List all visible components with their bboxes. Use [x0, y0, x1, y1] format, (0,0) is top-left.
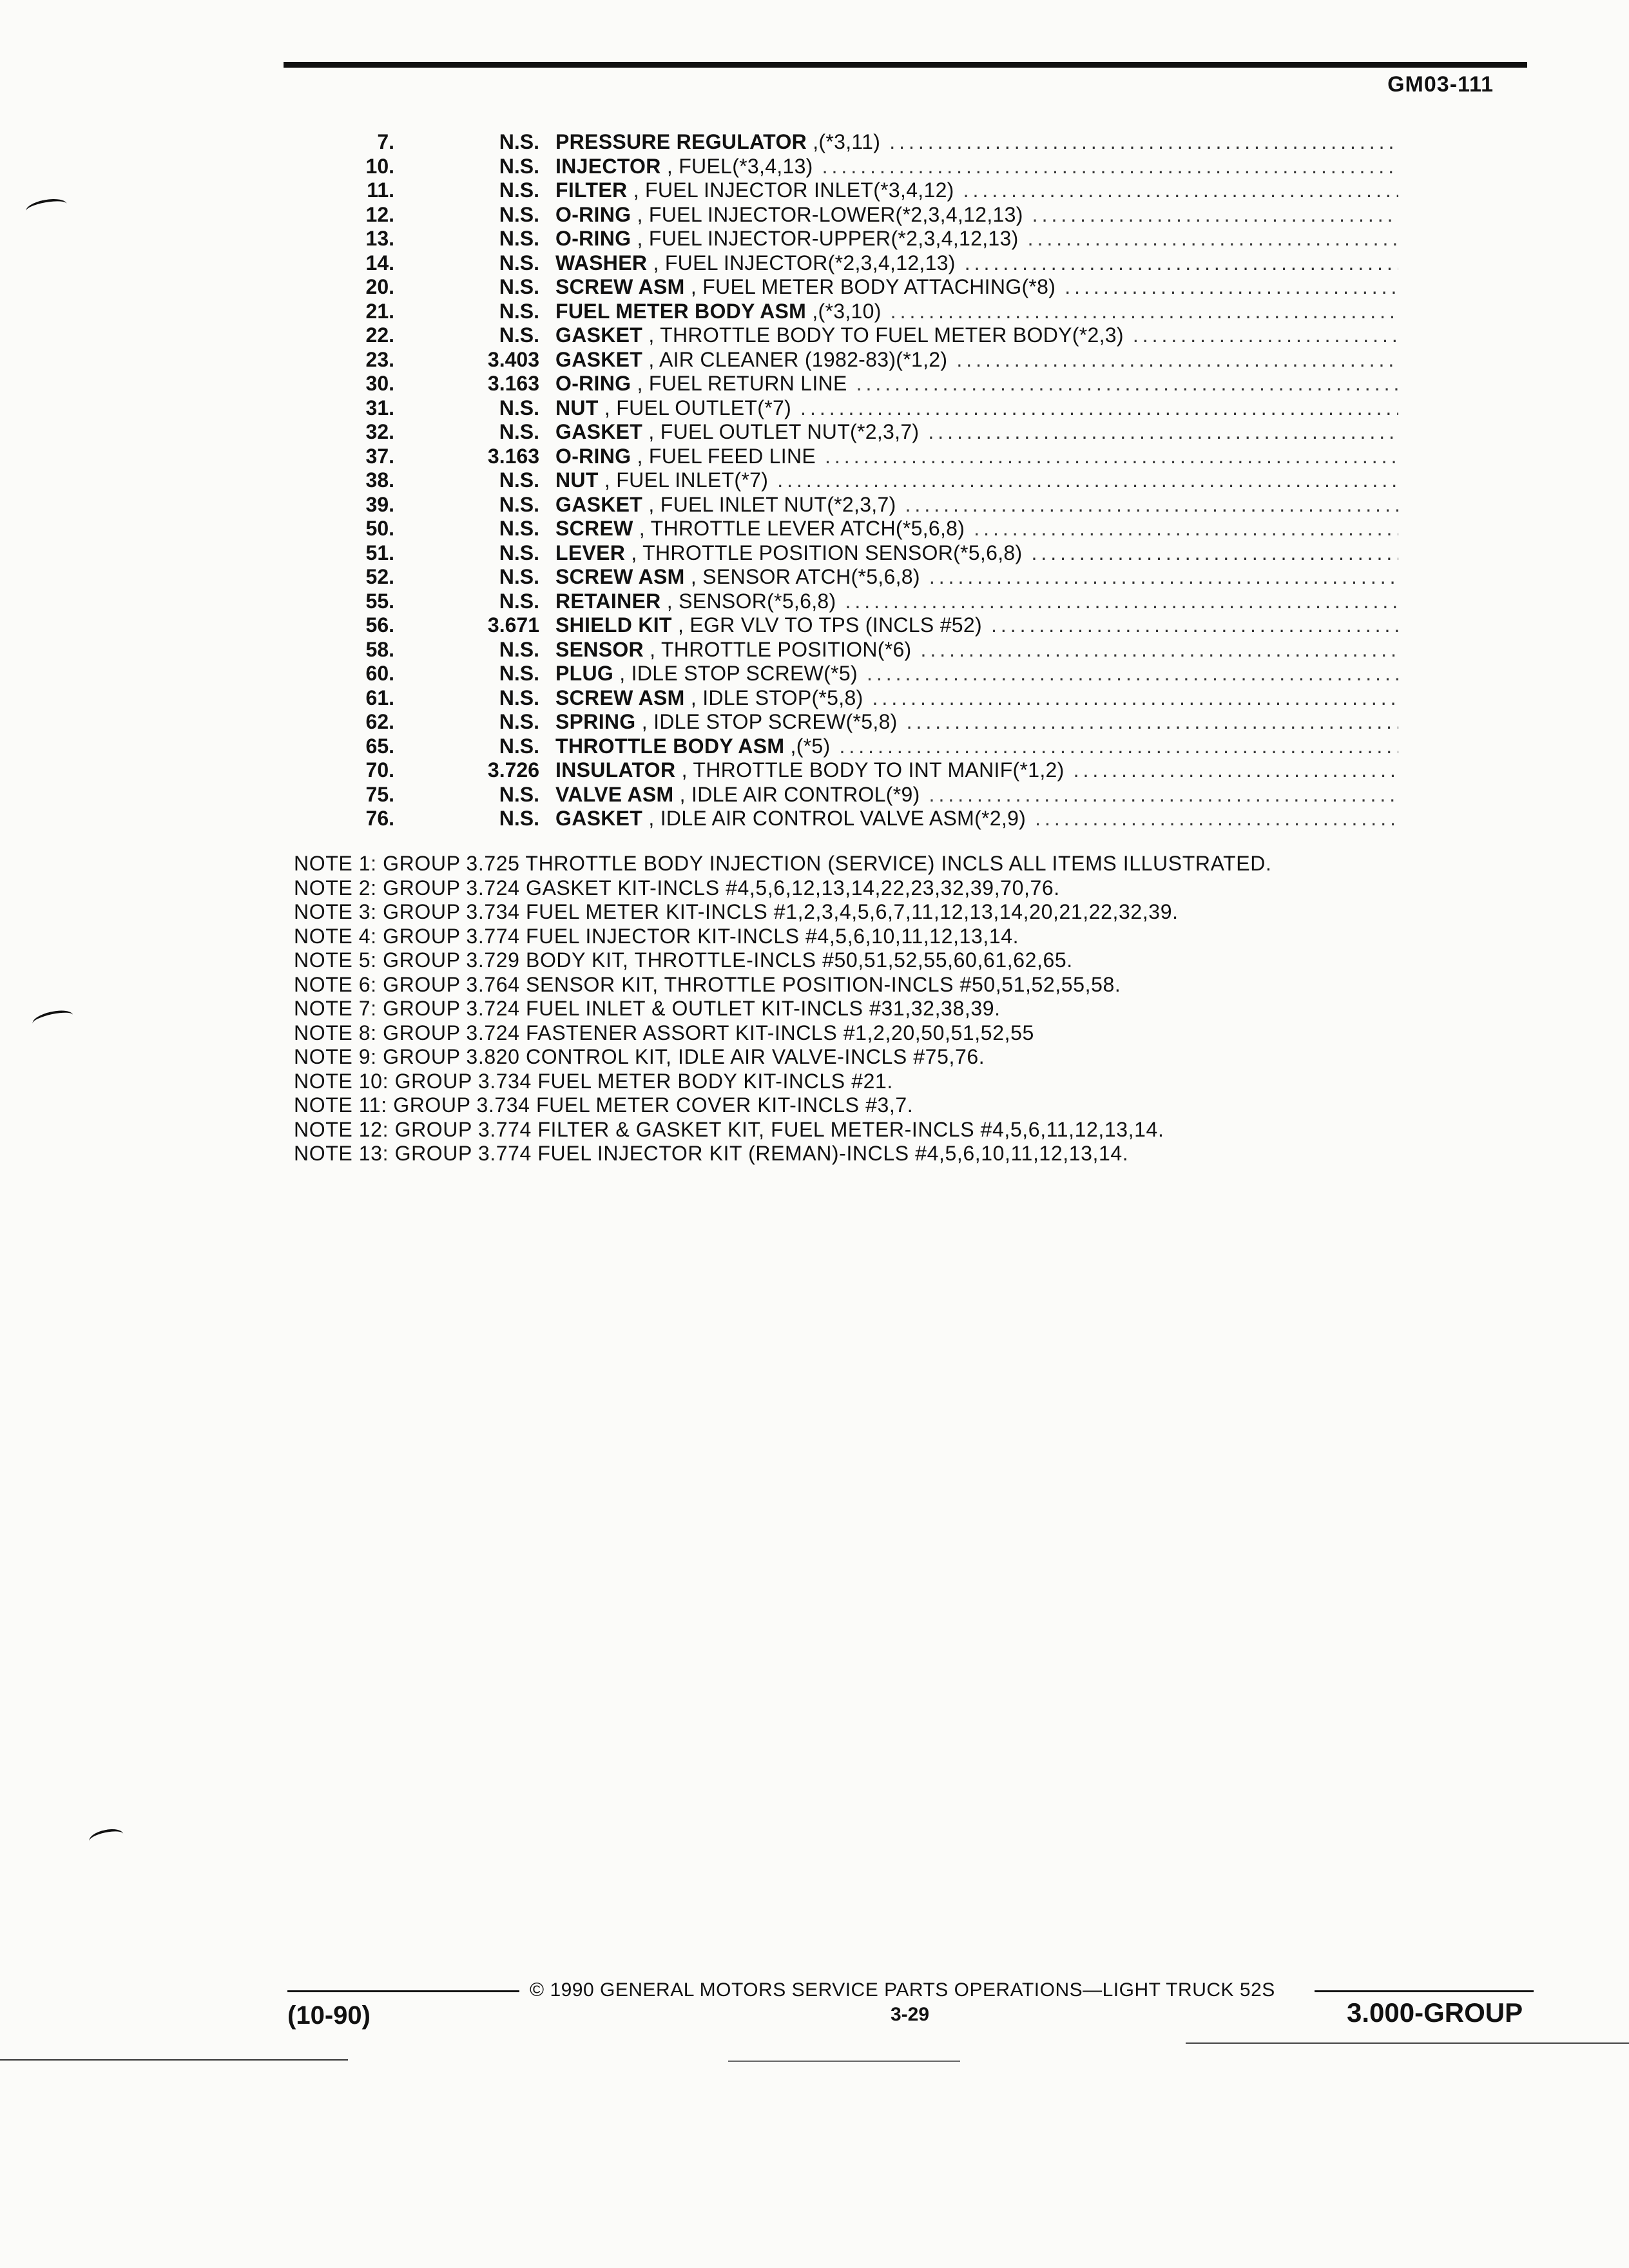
part-ref: 11.: [367, 178, 394, 202]
dot-leader: [1074, 758, 1398, 783]
note-text: GROUP 3.729 BODY KIT, THROTTLE-INCLS #50,51,52,55,60,61,62,65.: [383, 948, 1073, 972]
part-number: N.S.: [499, 492, 539, 516]
part-description: [555, 251, 956, 276]
note-row: [294, 925, 1518, 949]
part-name: FUEL METER BODY ASM: [555, 299, 807, 323]
note-row: [294, 900, 1518, 925]
part-detail: , SENSOR ATCH(*5,6,8): [684, 565, 920, 588]
part-row: [322, 517, 1398, 541]
part-row: [322, 613, 1398, 638]
part-number: N.S.: [499, 251, 539, 274]
part-ref: 58.: [365, 637, 394, 661]
part-name: PLUG: [555, 662, 614, 685]
part-name: RETAINER: [555, 589, 661, 613]
part-detail: , FUEL OUTLET NUT(*2,3,7): [642, 420, 920, 443]
part-row: [322, 807, 1398, 831]
part-description: [555, 445, 816, 469]
part-name: SCREW ASM: [555, 686, 685, 709]
part-description: [555, 300, 882, 324]
note-label: NOTE 4:: [294, 924, 377, 948]
footer-copyright: © 1990 GENERAL MOTORS SERVICE PARTS OPERATIONS—LIGHT TRUCK 52S: [530, 1979, 1275, 2001]
part-description: [555, 323, 1124, 348]
part-description: [555, 686, 863, 711]
part-row: [322, 445, 1398, 469]
footer-page-number: 3-29: [891, 2004, 930, 2025]
part-number: N.S.: [499, 541, 539, 564]
note-row: [294, 1093, 1518, 1118]
part-name: PRESSURE REGULATOR: [555, 130, 807, 153]
part-description: [555, 468, 768, 493]
note-label: NOTE 9:: [294, 1045, 377, 1068]
part-number: N.S.: [499, 662, 539, 685]
part-ref: 60.: [365, 662, 394, 685]
bottom-rule: [0, 2059, 348, 2061]
part-description: [555, 541, 1022, 566]
part-ref: 51.: [365, 541, 394, 564]
part-row: [322, 590, 1398, 614]
part-number: N.S.: [499, 637, 539, 661]
part-ref: 20.: [365, 275, 394, 298]
part-ref: 37.: [365, 444, 394, 468]
note-label: NOTE 2:: [294, 876, 377, 899]
part-number: N.S.: [499, 154, 539, 178]
part-ref: 30.: [365, 372, 394, 395]
dot-leader: [845, 590, 1398, 614]
part-row: [322, 420, 1398, 445]
dot-leader: [956, 348, 1398, 372]
part-detail: , IDLE STOP SCREW(*5,8): [635, 710, 898, 733]
part-row: [322, 130, 1398, 155]
part-detail: , FUEL METER BODY ATTACHING(*8): [684, 275, 1056, 298]
note-text: GROUP 3.774 FUEL INJECTOR KIT-INCLS #4,5,6,10,11,12,13,14.: [383, 924, 1019, 948]
note-label: NOTE 1:: [294, 852, 377, 875]
part-number: 3.726: [487, 758, 539, 782]
dot-leader: [867, 662, 1398, 686]
part-row: [322, 372, 1398, 396]
note-row: [294, 1070, 1518, 1094]
part-row: [322, 203, 1398, 227]
margin-mark: [31, 1008, 75, 1032]
note-text: GROUP 3.764 SENSOR KIT, THROTTLE POSITION-INCLS #50,51,52,55,58.: [383, 972, 1121, 996]
note-label: NOTE 8:: [294, 1021, 377, 1044]
dot-leader: [825, 445, 1398, 469]
part-description: [555, 203, 1023, 227]
part-name: GASKET: [555, 323, 643, 347]
part-ref: 21.: [365, 299, 394, 323]
part-detail: , FUEL RETURN LINE: [631, 372, 847, 395]
part-row: [322, 662, 1398, 686]
part-ref: 13.: [365, 227, 394, 250]
part-description: [555, 155, 813, 179]
part-ref: 10.: [365, 154, 394, 178]
part-number: N.S.: [499, 686, 539, 709]
dot-leader: [929, 783, 1398, 807]
part-name: SCREW ASM: [555, 565, 685, 588]
part-row: [322, 348, 1398, 372]
dot-leader: [905, 493, 1398, 517]
part-ref: 39.: [365, 492, 394, 516]
part-name: NUT: [555, 396, 599, 419]
part-number: N.S.: [499, 710, 539, 733]
part-number: N.S.: [499, 396, 539, 419]
part-ref: 55.: [365, 589, 394, 613]
part-row: [322, 178, 1398, 203]
part-row: [322, 155, 1398, 179]
part-ref: 12.: [365, 202, 394, 226]
part-ref: 56.: [365, 613, 394, 637]
part-name: SPRING: [555, 710, 636, 733]
note-row: [294, 973, 1518, 997]
part-ref: 14.: [365, 251, 394, 274]
part-number: N.S.: [499, 178, 539, 202]
part-number: N.S.: [499, 202, 539, 226]
part-detail: , THROTTLE LEVER ATCH(*5,6,8): [633, 517, 965, 540]
part-description: [555, 783, 920, 807]
note-label: NOTE 6:: [294, 972, 377, 996]
part-detail: , FUEL INLET NUT(*2,3,7): [642, 492, 896, 516]
part-name: WASHER: [555, 251, 648, 274]
dot-leader: [963, 178, 1398, 203]
part-detail: , FUEL(*3,4,13): [660, 154, 813, 178]
note-row: [294, 1021, 1518, 1046]
bottom-rule: [1186, 2042, 1629, 2044]
note-row: [294, 1142, 1518, 1166]
note-label: NOTE 13:: [294, 1142, 389, 1165]
dot-leader: [974, 517, 1398, 541]
note-label: NOTE 11:: [294, 1093, 387, 1117]
part-ref: 50.: [365, 517, 394, 540]
part-detail: , THROTTLE BODY TO INT MANIF(*1,2): [675, 758, 1065, 782]
part-row: [322, 227, 1398, 251]
part-row: [322, 275, 1398, 300]
note-text: GROUP 3.734 FUEL METER BODY KIT-INCLS #21.: [394, 1069, 893, 1093]
dot-leader: [856, 372, 1398, 396]
part-detail: , THROTTLE POSITION SENSOR(*5,6,8): [625, 541, 1023, 564]
part-description: [555, 590, 836, 614]
part-detail: , FUEL INJECTOR(*2,3,4,12,13): [647, 251, 956, 274]
note-row: [294, 1045, 1518, 1070]
part-detail: , IDLE STOP(*5,8): [684, 686, 863, 709]
part-description: [555, 372, 847, 396]
part-description: [555, 662, 858, 686]
note-text: GROUP 3.734 FUEL METER KIT-INCLS #1,2,3,4,5,6,7,11,12,13,14,20,21,22,32,39.: [383, 900, 1179, 923]
part-row: [322, 565, 1398, 590]
note-row: [294, 948, 1518, 973]
note-text: GROUP 3.725 THROTTLE BODY INJECTION (SERVICE) INCLS ALL ITEMS ILLUSTRATED.: [383, 852, 1272, 875]
part-row: [322, 638, 1398, 662]
part-name: O-RING: [555, 444, 631, 468]
part-name: THROTTLE BODY ASM: [555, 734, 785, 758]
part-number: 3.163: [487, 372, 539, 395]
part-number: N.S.: [499, 734, 539, 758]
part-description: [555, 348, 947, 372]
part-description: [555, 420, 919, 445]
part-row: [322, 396, 1398, 421]
part-detail: ,(*5): [784, 734, 831, 758]
part-name: VALVE ASM: [555, 782, 674, 806]
part-detail: , EGR VLV TO TPS (INCLS #52): [671, 613, 982, 637]
part-detail: , THROTTLE BODY TO FUEL METER BODY(*2,3): [642, 323, 1124, 347]
part-number: N.S.: [499, 323, 539, 347]
part-name: GASKET: [555, 420, 643, 443]
note-row: [294, 997, 1518, 1021]
part-detail: , IDLE AIR CONTROL(*9): [673, 782, 920, 806]
part-row: [322, 300, 1398, 324]
part-row: [322, 783, 1398, 807]
top-rule: [284, 62, 1527, 68]
part-name: FILTER: [555, 178, 628, 202]
part-ref: 61.: [365, 686, 394, 709]
part-row: [322, 710, 1398, 735]
footer-group: 3.000-GROUP: [1347, 1997, 1523, 2028]
part-detail: , THROTTLE POSITION(*6): [643, 637, 912, 661]
part-name: O-RING: [555, 372, 631, 395]
part-description: [555, 735, 830, 759]
part-row: [322, 686, 1398, 711]
part-ref: 7.: [377, 130, 394, 153]
part-ref: 52.: [365, 565, 394, 588]
part-description: [555, 613, 982, 638]
note-label: NOTE 5:: [294, 948, 377, 972]
dot-leader: [800, 396, 1398, 421]
note-text: GROUP 3.724 FUEL INLET & OUTLET KIT-INCLS #31,32,38,39.: [383, 997, 1001, 1020]
part-description: [555, 565, 920, 590]
part-row: [322, 735, 1398, 759]
dot-leader: [872, 686, 1398, 711]
part-number: N.S.: [499, 468, 539, 492]
dot-leader: [965, 251, 1398, 276]
note-label: NOTE 7:: [294, 997, 377, 1020]
part-detail: , FUEL INJECTOR-LOWER(*2,3,4,12,13): [631, 202, 1023, 226]
page-code: GM03-111: [1387, 72, 1494, 97]
footer-rule-right: [1315, 1990, 1534, 1992]
dot-leader: [1028, 227, 1398, 251]
part-number: N.S.: [499, 420, 539, 443]
note-text: GROUP 3.774 FILTER & GASKET KIT, FUEL METER-INCLS #4,5,6,11,12,13,14.: [394, 1117, 1164, 1141]
dot-leader: [822, 155, 1398, 179]
notes-list: [294, 852, 1518, 1166]
dot-leader: [921, 638, 1399, 662]
part-ref: 22.: [365, 323, 394, 347]
part-name: GASKET: [555, 492, 643, 516]
part-name: GASKET: [555, 347, 643, 371]
part-ref: 32.: [365, 420, 394, 443]
part-number: N.S.: [499, 807, 539, 830]
part-name: GASKET: [555, 807, 643, 830]
part-number: N.S.: [499, 565, 539, 588]
part-ref: 76.: [365, 807, 394, 830]
part-name: NUT: [555, 468, 599, 492]
part-description: [555, 396, 791, 421]
part-description: [555, 807, 1026, 831]
part-ref: 38.: [365, 468, 394, 492]
part-ref: 62.: [365, 710, 394, 733]
dot-leader: [1065, 275, 1398, 300]
dot-leader: [928, 420, 1398, 445]
part-number: N.S.: [499, 589, 539, 613]
footer-rule-left: [287, 1990, 519, 1992]
part-description: [555, 758, 1065, 783]
part-row: [322, 493, 1398, 517]
part-description: [555, 227, 1019, 251]
parts-list: [322, 130, 1398, 831]
part-ref: 31.: [365, 396, 394, 419]
part-ref: 75.: [365, 782, 394, 806]
margin-mark: [88, 1827, 125, 1849]
part-number: 3.403: [487, 347, 539, 371]
part-detail: , SENSOR(*5,6,8): [660, 589, 836, 613]
part-number: N.S.: [499, 130, 539, 153]
part-name: SHIELD KIT: [555, 613, 672, 637]
part-row: [322, 468, 1398, 493]
dot-leader: [929, 565, 1398, 590]
dot-leader: [907, 710, 1398, 735]
part-description: [555, 130, 880, 155]
note-row: [294, 876, 1518, 901]
part-row: [322, 251, 1398, 276]
note-label: NOTE 3:: [294, 900, 377, 923]
part-detail: , AIR CLEANER (1982-83)(*1,2): [642, 347, 948, 371]
part-row: [322, 541, 1398, 566]
part-name: LEVER: [555, 541, 626, 564]
part-detail: , FUEL FEED LINE: [631, 444, 816, 468]
note-text: GROUP 3.734 FUEL METER COVER KIT-INCLS #3,7.: [393, 1093, 914, 1117]
dot-leader: [777, 468, 1398, 493]
dot-leader: [839, 735, 1398, 759]
part-number: N.S.: [499, 299, 539, 323]
part-row: [322, 758, 1398, 783]
part-name: SCREW ASM: [555, 275, 685, 298]
margin-mark: [24, 197, 68, 219]
part-ref: 70.: [365, 758, 394, 782]
part-number: N.S.: [499, 275, 539, 298]
part-name: INJECTOR: [555, 154, 661, 178]
part-name: SCREW: [555, 517, 633, 540]
part-detail: , FUEL INJECTOR-UPPER(*2,3,4,12,13): [631, 227, 1019, 250]
part-ref: 23.: [365, 347, 394, 371]
part-number: N.S.: [499, 517, 539, 540]
part-detail: , IDLE STOP SCREW(*5): [613, 662, 858, 685]
part-name: O-RING: [555, 227, 631, 250]
dot-leader: [889, 130, 1398, 155]
part-detail: ,(*3,11): [807, 130, 881, 153]
dot-leader: [1031, 541, 1398, 566]
part-name: O-RING: [555, 202, 631, 226]
part-number: 3.163: [487, 444, 539, 468]
part-description: [555, 710, 898, 735]
note-label: NOTE 12:: [294, 1117, 389, 1141]
part-detail: , FUEL INLET(*7): [598, 468, 769, 492]
note-label: NOTE 10:: [294, 1069, 389, 1093]
part-number: N.S.: [499, 227, 539, 250]
part-row: [322, 323, 1398, 348]
dot-leader: [891, 300, 1398, 324]
bottom-rule: [728, 2061, 960, 2062]
part-detail: , FUEL OUTLET(*7): [598, 396, 792, 419]
dot-leader: [1133, 323, 1398, 348]
dot-leader: [1032, 203, 1398, 227]
part-description: [555, 178, 954, 203]
part-number: 3.671: [487, 613, 539, 637]
dot-leader: [1035, 807, 1398, 831]
part-detail: , IDLE AIR CONTROL VALVE ASM(*2,9): [642, 807, 1027, 830]
part-name: SENSOR: [555, 637, 644, 661]
note-row: [294, 1118, 1518, 1142]
note-text: GROUP 3.724 GASKET KIT-INCLS #4,5,6,12,13,14,22,23,32,39,70,76.: [383, 876, 1060, 899]
part-detail: , FUEL INJECTOR INLET(*3,4,12): [627, 178, 954, 202]
part-name: INSULATOR: [555, 758, 676, 782]
part-description: [555, 517, 965, 541]
note-text: GROUP 3.820 CONTROL KIT, IDLE AIR VALVE-INCLS #75,76.: [383, 1045, 985, 1068]
note-text: GROUP 3.724 FASTENER ASSORT KIT-INCLS #1,2,20,50,51,52,55: [383, 1021, 1034, 1044]
part-description: [555, 493, 896, 517]
part-number: N.S.: [499, 782, 539, 806]
part-description: [555, 275, 1055, 300]
part-detail: ,(*3,10): [806, 299, 882, 323]
note-row: [294, 852, 1518, 876]
note-text: GROUP 3.774 FUEL INJECTOR KIT (REMAN)-INCLS #4,5,6,10,11,12,13,14.: [394, 1142, 1129, 1165]
part-ref: 65.: [365, 734, 394, 758]
footer-date: (10-90): [287, 2001, 371, 2030]
part-description: [555, 638, 912, 662]
dot-leader: [991, 613, 1398, 638]
